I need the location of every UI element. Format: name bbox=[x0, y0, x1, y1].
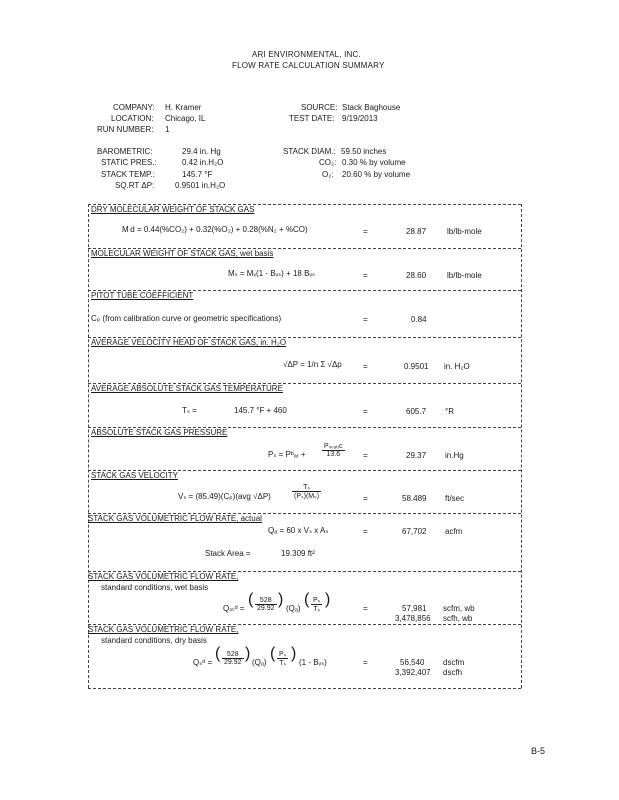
equals-sign: = bbox=[363, 227, 368, 236]
pressure-unit: in.Hg bbox=[445, 451, 464, 460]
wet-mw-unit: lb/lb-mole bbox=[447, 271, 482, 280]
std-wet-value: 57,981 bbox=[402, 604, 427, 613]
std-wet-fraction bbox=[255, 596, 277, 614]
equals-sign: = bbox=[363, 362, 368, 371]
equals-sign: = bbox=[363, 494, 368, 503]
std-dry-paren2-open: ( bbox=[270, 645, 276, 662]
section-title-std-dry-flow: STACK GAS VOLUMETRIC FLOW RATE, bbox=[88, 625, 239, 634]
velocity-numerator: Tₛ bbox=[292, 483, 321, 492]
dry-mw-unit: lb/lb-mole bbox=[447, 227, 482, 236]
dry-mw-value: 28.87 bbox=[406, 227, 427, 236]
section-title-wet-mw: MOLECULAR WEIGHT OF STACK GAS, wet basis bbox=[91, 249, 274, 258]
std-wet-unit-hourly: scfh, wb bbox=[443, 614, 473, 623]
company-value: H. Kramer bbox=[165, 103, 202, 112]
std-dry-paren2-close: ) bbox=[291, 645, 297, 662]
dry-mw-formula: M d = 0.44(%CO₂) + 0.32(%O₂) + 0.28(%N₂ + %CO) bbox=[122, 225, 308, 234]
velocity-denominator: (Pₛ)(Mₛ) bbox=[294, 493, 320, 501]
static-label: STATIC PRES.: bbox=[101, 158, 157, 167]
test-date-value: 9/19/2013 bbox=[342, 114, 378, 123]
static-value: 0.42 in.H₂O bbox=[182, 158, 224, 167]
std-wet-value-hourly: 3,478,856 bbox=[395, 614, 431, 623]
sqrt-value: 0.9501 in.H₂O bbox=[175, 181, 226, 190]
location-value: Chicago, IL bbox=[165, 114, 206, 123]
velocity-formula: Vₛ = (85.49)(Cₚ)(avg √ΔP) bbox=[178, 492, 271, 501]
std-wet-paren2-close: ) bbox=[325, 591, 331, 608]
test-date-label: TEST DATE: bbox=[289, 114, 335, 123]
std-wet-subtitle: standard conditions, wet basis bbox=[101, 583, 209, 592]
section-title-pressure: ABSOLUTE STACK GAS PRESSURE bbox=[91, 428, 228, 437]
std-dry-formula: Qₛᵈ = bbox=[193, 658, 213, 667]
stack-area-label: Stack Area = bbox=[205, 549, 251, 558]
section-divider bbox=[88, 688, 521, 689]
std-wet-formula: Qₛₜᵈ = bbox=[223, 604, 245, 613]
std-wet-unit: scfm, wb bbox=[443, 604, 475, 613]
section-title-actual-flow: STACK GAS VOLUMETRIC FLOW RATE, actual bbox=[88, 514, 262, 523]
temp-value: 145.7 °F bbox=[182, 170, 213, 179]
o2-value: 20.60 % by volume bbox=[342, 170, 411, 179]
std-wet-numerator: 528 bbox=[255, 597, 277, 605]
section-title-velocity-head: AVERAGE VELOCITY HEAD OF STACK GAS, in. H₂O bbox=[91, 338, 287, 347]
barometric-label: BAROMETRIC: bbox=[97, 147, 153, 156]
page-mark: B-5 bbox=[531, 746, 546, 756]
wet-mw-formula: Mₛ = Mₓ(1 - Bᵥₛ) + 18 Bᵥₛ bbox=[228, 269, 315, 278]
wet-mw-value: 28.60 bbox=[406, 271, 427, 280]
temperature-expression: 145.7 °F + 460 bbox=[234, 406, 287, 415]
std-wet-paren-open: ( bbox=[248, 591, 254, 608]
temp-label: STACK TEMP.: bbox=[101, 170, 155, 179]
std-dry-paren-open: ( bbox=[215, 645, 221, 662]
section-title-pitot: PITOT TUBE COEFFICIENT bbox=[91, 291, 194, 300]
equals-sign: = bbox=[363, 658, 368, 667]
std-dry-subtitle: standard conditions, dry basis bbox=[101, 636, 207, 645]
std-dry-denominator: 29.92 bbox=[224, 659, 242, 667]
equals-sign: = bbox=[363, 271, 368, 280]
velocity-head-value: 0.9501 bbox=[404, 362, 429, 371]
location-label: LOCATION: bbox=[111, 114, 154, 123]
diam-value: 59.50 inches bbox=[341, 147, 387, 156]
std-wet-paren-close: ) bbox=[278, 591, 284, 608]
barometric-value: 29.4 in. Hg bbox=[182, 147, 221, 156]
std-dry-numerator: 528 bbox=[222, 651, 244, 659]
std-dry-numerator2: Pₛ bbox=[279, 651, 287, 659]
std-dry-denominator2: Tₛ bbox=[279, 660, 287, 668]
temperature-formula: Tₛ = bbox=[182, 406, 197, 415]
std-dry-tail: (1 - Bᵥₛ) bbox=[299, 658, 327, 667]
std-wet-fraction2 bbox=[311, 596, 322, 614]
std-dry-unit-hourly: dscfh bbox=[443, 668, 463, 677]
pitot-formula: Cₚ (from calibration curve or geometric specifications) bbox=[91, 314, 282, 323]
o2-label: O₂: bbox=[322, 170, 334, 179]
equals-sign: = bbox=[363, 407, 368, 416]
std-dry-paren-close: ) bbox=[245, 645, 251, 662]
stack-area-value: 19.309 ft² bbox=[281, 549, 315, 558]
company-header: ARI ENVIRONMENTAL, INC. bbox=[252, 50, 361, 59]
pressure-fraction bbox=[322, 441, 345, 459]
velocity-fraction bbox=[292, 483, 321, 501]
std-dry-unit: dscfm bbox=[443, 658, 465, 667]
company-label: COMPANY: bbox=[113, 103, 155, 112]
std-dry-fraction2 bbox=[277, 650, 288, 668]
velocity-head-unit: in. H₂O bbox=[444, 362, 470, 371]
std-dry-mid: (Qₐ) bbox=[252, 658, 267, 667]
pitot-value: 0.84 bbox=[411, 315, 427, 324]
run-label: RUN NUMBER: bbox=[97, 125, 154, 134]
pressure-numerator: Pₛₜₐₜᵢc bbox=[324, 442, 343, 450]
sqrt-label: SQ.RT ΔP: bbox=[115, 181, 155, 190]
section-title-temperature: AVERAGE ABSOLUTE STACK GAS TEMPERATURE bbox=[91, 384, 283, 393]
std-dry-value: 56,540 bbox=[400, 658, 425, 667]
std-wet-paren2-open: ( bbox=[304, 591, 310, 608]
actual-flow-formula: Qₐ = 60 x Vₛ x Aₛ bbox=[268, 526, 329, 535]
equals-sign: = bbox=[363, 315, 368, 324]
co2-label: CO₂: bbox=[319, 158, 337, 167]
actual-flow-unit: acfm bbox=[445, 527, 463, 536]
source-label: SOURCE: bbox=[301, 103, 338, 112]
std-dry-value-hourly: 3,392,407 bbox=[395, 668, 431, 677]
pressure-value: 29.37 bbox=[406, 451, 427, 460]
equals-sign: = bbox=[363, 604, 368, 613]
frame-right-border bbox=[521, 204, 522, 688]
std-wet-mid: (Qₐ) bbox=[286, 604, 301, 613]
actual-flow-value: 67,702 bbox=[402, 527, 427, 536]
source-value: Stack Baghouse bbox=[342, 103, 401, 112]
std-dry-fraction bbox=[222, 650, 244, 668]
section-title-velocity: STACK GAS VELOCITY bbox=[91, 471, 178, 480]
velocity-head-formula: √ΔP = 1/n Σ √Δp bbox=[283, 360, 342, 369]
std-wet-denominator: 29.92 bbox=[257, 605, 275, 613]
pressure-formula: Pₛ = Pᵇₐᵣ + bbox=[268, 450, 306, 459]
run-value: 1 bbox=[165, 125, 170, 134]
report-title: FLOW RATE CALCULATION SUMMARY bbox=[232, 61, 385, 70]
equals-sign: = bbox=[363, 451, 368, 460]
section-title-std-wet-flow: STACK GAS VOLUMETRIC FLOW RATE, bbox=[88, 572, 239, 581]
equals-sign: = bbox=[363, 527, 368, 536]
std-wet-numerator2: Pₛ bbox=[313, 597, 321, 605]
pressure-denominator: 13.6 bbox=[326, 450, 341, 458]
velocity-value: 58.489 bbox=[402, 494, 427, 503]
temperature-value: 605.7 bbox=[406, 407, 427, 416]
temperature-unit: °R bbox=[445, 407, 454, 416]
section-title-dry-mw: DRY MOLECULAR WEIGHT OF STACK GAS bbox=[91, 205, 255, 214]
std-wet-denominator2: Tₛ bbox=[313, 606, 321, 614]
velocity-unit: ft/sec bbox=[445, 494, 465, 503]
frame-left-border bbox=[88, 204, 89, 688]
diam-label: STACK DIAM.: bbox=[283, 147, 336, 156]
co2-value: 0.30 % by volume bbox=[342, 158, 406, 167]
